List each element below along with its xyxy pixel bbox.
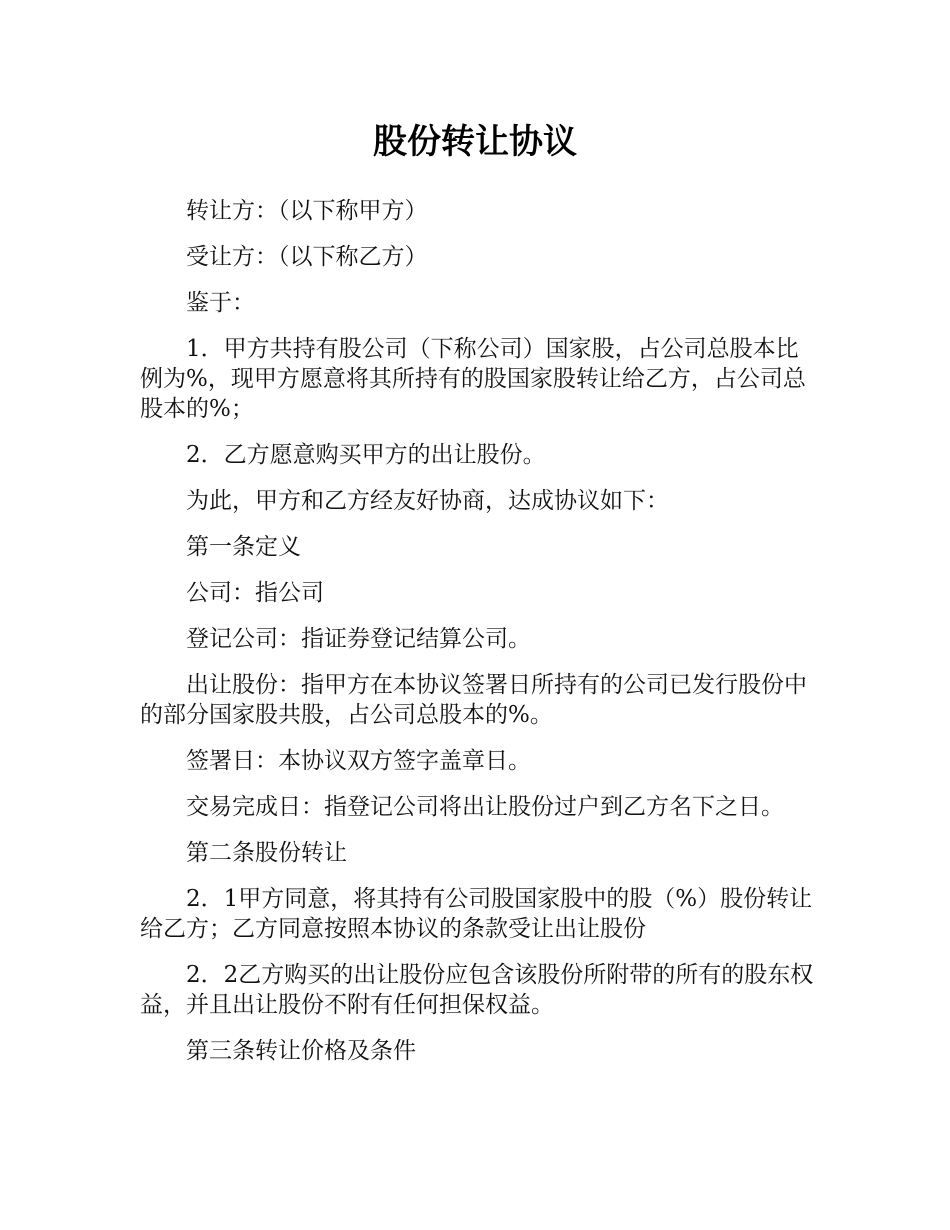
article-3-heading: 第三条转让价格及条件 — [186, 1038, 416, 1064]
clause-2-2: 2．2乙方购买的出让股份应包含该股份所附带的所有的股东权益，并且出让股份不附有任何担保权益。 — [140, 962, 814, 1018]
paragraph-transferor: 转让方：（以下称甲方） — [186, 198, 428, 224]
definition-company: 公司：指公司 — [186, 580, 324, 606]
paragraph-agreement-intro: 为此，甲方和乙方经友好协商，达成协议如下： — [186, 488, 669, 514]
paragraph-whereas: 鉴于： — [186, 290, 255, 316]
paragraph-recital-2: 2．乙方愿意购买甲方的出让股份。 — [186, 442, 546, 468]
definition-transferred-shares: 出让股份：指甲方在本协议签署日所持有的公司已发行股份中的部分国家股共股，占公司总股本的%。 — [140, 672, 807, 728]
definition-registration-company: 登记公司：指证券登记结算公司。 — [186, 626, 531, 652]
definition-completion-date: 交易完成日：指登记公司将出让股份过户到乙方名下之日。 — [186, 794, 784, 820]
article-2-heading: 第二条股份转让 — [186, 840, 347, 866]
document-body — [140, 196, 816, 1082]
document-title: 股份转让协议 — [373, 122, 577, 162]
paragraph-transferee: 受让方：（以下称乙方） — [186, 244, 428, 270]
paragraph-recital-1: 1．甲方共持有股公司（下称公司）国家股，占公司总股本比例为%，现甲方愿意将其所持有的股国家股转让给乙方，占公司总股本的%； — [140, 336, 806, 422]
article-1-heading: 第一条定义 — [186, 534, 301, 560]
definition-signing-date: 签署日：本协议双方签字盖章日。 — [186, 748, 531, 774]
clause-2-1: 2．1甲方同意，将其持有公司股国家股中的股（%）股份转让给乙方；乙方同意按照本协议的条款受让出让股份 — [140, 886, 813, 942]
